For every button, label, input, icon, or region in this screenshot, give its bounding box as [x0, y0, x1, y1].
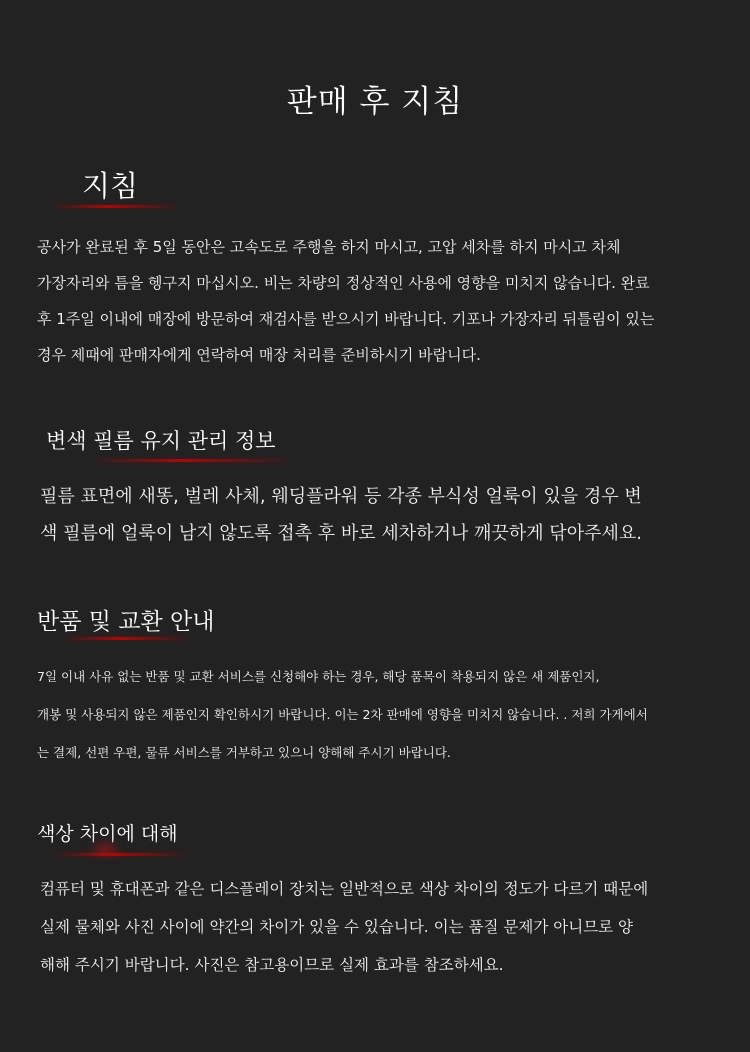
page-title: 판매 후 지침 [286, 84, 464, 120]
body-line: 필름 표면에 새똥, 벌레 사체, 웨딩플라워 등 각종 부식성 얼룩이 있을 경우 변 [40, 486, 642, 507]
heading-underline [56, 853, 184, 856]
body-line: 후 1주일 이내에 매장에 방문하여 재검사를 받으시기 바랍니다. 기포나 가장자리 뒤틀림이 있는 [37, 310, 655, 328]
body-line: 실제 물체와 사진 사이에 약간의 차이가 있을 수 있습니다. 이는 품질 문제가 아니므로 양 [40, 918, 634, 936]
red-glow-accent [94, 845, 116, 854]
section-heading-returns: 반품 및 교환 안내 [37, 609, 215, 635]
section-body-film-care [40, 478, 642, 552]
body-line: 개봉 및 사용되지 않은 제품인지 확인하시기 바랍니다. 이는 2차 판매에 영향을 미치지 않습니다. . 저희 가게에서 [37, 707, 648, 722]
body-line: 공사가 완료된 후 5일 동안은 고속도로 주행을 하지 마시고, 고압 세차를 하지 마시고 차체 [37, 238, 621, 256]
section-body-returns [37, 658, 648, 772]
section-body-color-difference [40, 870, 648, 984]
section-heading-film-care: 변색 필름 유지 관리 정보 [46, 429, 276, 453]
body-line: 경우 제때에 판매자에게 연락하여 매장 처리를 준비하시기 바랍니다. [37, 346, 481, 364]
body-line: 해해 주시기 바랍니다. 사진은 참고용이므로 실제 효과를 참조하세요. [40, 956, 504, 974]
section-body-guidelines [37, 229, 654, 373]
heading-underline [54, 205, 176, 208]
heading-underline [66, 637, 186, 640]
heading-underline [96, 459, 286, 462]
body-line: 색 필름에 얼룩이 남지 않도록 접촉 후 바로 세차하거나 깨끗하게 닦아주세요. [40, 523, 642, 544]
section-heading-color-difference: 색상 차이에 대해 [37, 823, 178, 845]
body-line: 는 결제, 선편 우편, 물류 서비스를 거부하고 있으니 양해해 주시기 바랍니다. [37, 745, 451, 760]
section-heading-guidelines: 지침 [82, 169, 139, 203]
body-line: 가장자리와 틈을 헹구지 마십시오. 비는 차량의 정상적인 사용에 영향을 미치지 않습니다. 완료 [37, 274, 650, 292]
body-line: 7일 이내 사유 없는 반품 및 교환 서비스를 신청해야 하는 경우, 해당 품목이 착용되지 않은 새 제품인지, [37, 669, 600, 684]
body-line: 컴퓨터 및 휴대폰과 같은 디스플레이 장치는 일반적으로 색상 차이의 정도가 다르기 때문에 [40, 880, 649, 898]
